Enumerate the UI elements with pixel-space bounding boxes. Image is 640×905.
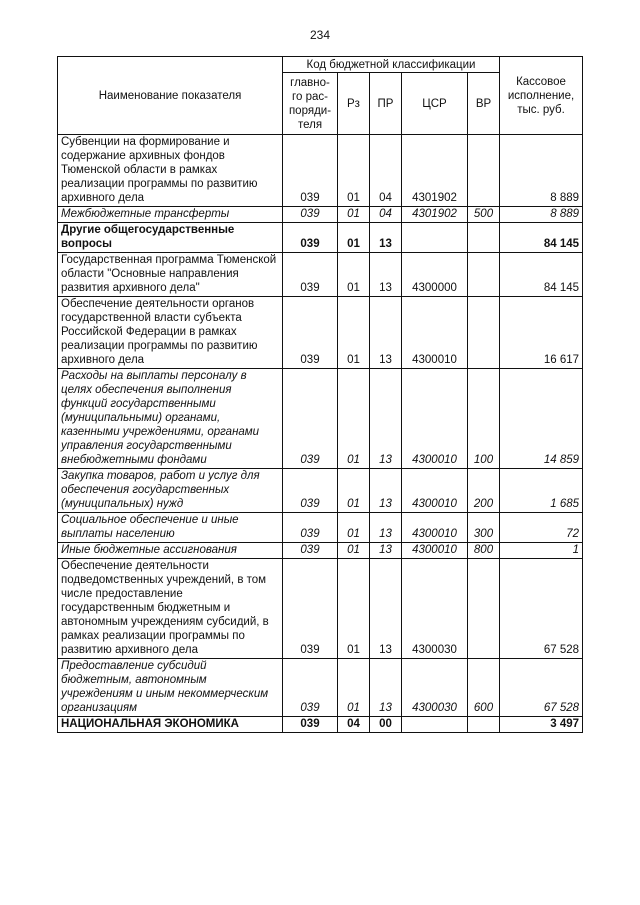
cell-amount: 84 145 xyxy=(500,253,583,297)
cell-csr: 4300010 xyxy=(402,469,468,513)
cell-csr xyxy=(402,717,468,733)
cell-amount: 67 528 xyxy=(500,659,583,717)
cell-name: Расходы на выплаты персоналу в целях обеспечения выполнения функций государственными (муниципальными) органами, казенными учреждениями, органами управления государственными внебюджетными фондами xyxy=(58,369,283,469)
cell-vr: 200 xyxy=(468,469,500,513)
cell-gr: 039 xyxy=(283,297,338,369)
cell-pr: 13 xyxy=(370,369,402,469)
cell-name: Социальное обеспечение и иные выплаты населению xyxy=(58,513,283,543)
cell-amount: 1 xyxy=(500,543,583,559)
cell-vr xyxy=(468,559,500,659)
cell-name: Государственная программа Тюменской области "Основные направления развития архивного дела" xyxy=(58,253,283,297)
table-row xyxy=(58,543,583,559)
cell-csr: 4301902 xyxy=(402,207,468,223)
cell-amount: 1 685 xyxy=(500,469,583,513)
cell-name: Предоставление субсидий бюджетным, автономным учреждениям и иным некоммерческим организациям xyxy=(58,659,283,717)
cell-pr: 04 xyxy=(370,135,402,207)
cell-name: Обеспечение деятельности органов государственной власти субъекта Российской Федерации в рамках реализации программы по развитию архивного дела xyxy=(58,297,283,369)
cell-name: Обеспечение деятельности подведомственных учреждений, в том числе предоставление государственным бюджетным и автономным учреждениям субсидий, в рамках реализации программы по развитию архивного дела xyxy=(58,559,283,659)
cell-rz: 01 xyxy=(338,513,370,543)
cell-amount: 84 145 xyxy=(500,223,583,253)
cell-rz: 01 xyxy=(338,543,370,559)
cell-gr: 039 xyxy=(283,135,338,207)
cell-vr: 800 xyxy=(468,543,500,559)
cell-csr: 4300000 xyxy=(402,253,468,297)
cell-rz: 01 xyxy=(338,369,370,469)
cell-gr: 039 xyxy=(283,559,338,659)
cell-name: Субвенции на формирование и содержание архивных фондов Тюменской области в рамках реализации программы по развитию архивного дела xyxy=(58,135,283,207)
cell-vr: 100 xyxy=(468,369,500,469)
header-vr: ВР xyxy=(468,73,500,135)
budget-table xyxy=(57,56,583,733)
cell-gr: 039 xyxy=(283,543,338,559)
cell-rz: 01 xyxy=(338,223,370,253)
table-row xyxy=(58,369,583,469)
table-row xyxy=(58,513,583,543)
header-amount: Кассовое исполнение, тыс. руб. xyxy=(500,57,583,135)
cell-csr: 4300010 xyxy=(402,369,468,469)
cell-pr: 13 xyxy=(370,543,402,559)
cell-csr: 4300030 xyxy=(402,659,468,717)
cell-vr: 500 xyxy=(468,207,500,223)
cell-csr: 4300030 xyxy=(402,559,468,659)
header-csr: ЦСР xyxy=(402,73,468,135)
page-number: 234 xyxy=(309,28,331,42)
table-body xyxy=(58,135,583,733)
header-gr: главно-го рас-поряди-теля xyxy=(283,73,338,135)
cell-gr: 039 xyxy=(283,253,338,297)
cell-rz: 01 xyxy=(338,207,370,223)
table-row xyxy=(58,717,583,733)
cell-csr: 4300010 xyxy=(402,297,468,369)
cell-pr: 04 xyxy=(370,207,402,223)
header-name: Наименование показателя xyxy=(58,57,283,135)
cell-pr: 13 xyxy=(370,659,402,717)
cell-gr: 039 xyxy=(283,207,338,223)
table-header xyxy=(58,57,583,135)
cell-rz: 01 xyxy=(338,659,370,717)
cell-name: Закупка товаров, работ и услуг для обеспечения государственных (муниципальных) нужд xyxy=(58,469,283,513)
cell-name: Иные бюджетные ассигнования xyxy=(58,543,283,559)
cell-csr: 4300010 xyxy=(402,543,468,559)
cell-amount: 8 889 xyxy=(500,135,583,207)
cell-amount: 16 617 xyxy=(500,297,583,369)
cell-gr: 039 xyxy=(283,717,338,733)
cell-gr: 039 xyxy=(283,223,338,253)
cell-pr: 00 xyxy=(370,717,402,733)
cell-vr xyxy=(468,297,500,369)
table-row xyxy=(58,297,583,369)
cell-gr: 039 xyxy=(283,513,338,543)
cell-gr: 039 xyxy=(283,469,338,513)
cell-gr: 039 xyxy=(283,369,338,469)
cell-vr: 300 xyxy=(468,513,500,543)
table-row xyxy=(58,469,583,513)
cell-pr: 13 xyxy=(370,253,402,297)
table-row xyxy=(58,559,583,659)
cell-csr: 4301902 xyxy=(402,135,468,207)
cell-rz: 01 xyxy=(338,559,370,659)
cell-rz: 01 xyxy=(338,253,370,297)
cell-pr: 13 xyxy=(370,297,402,369)
table-row xyxy=(58,253,583,297)
table-row xyxy=(58,659,583,717)
cell-pr: 13 xyxy=(370,513,402,543)
header-code-group: Код бюджетной классификации xyxy=(283,57,500,73)
table-row xyxy=(58,223,583,253)
cell-name: Межбюджетные трансферты xyxy=(58,207,283,223)
cell-pr: 13 xyxy=(370,559,402,659)
cell-amount: 14 859 xyxy=(500,369,583,469)
cell-amount: 3 497 xyxy=(500,717,583,733)
cell-vr xyxy=(468,223,500,253)
cell-rz: 01 xyxy=(338,297,370,369)
cell-amount: 67 528 xyxy=(500,559,583,659)
cell-rz: 01 xyxy=(338,469,370,513)
header-rz: Рз xyxy=(338,73,370,135)
table-row xyxy=(58,207,583,223)
cell-vr xyxy=(468,717,500,733)
header-pr: ПР xyxy=(370,73,402,135)
table-row xyxy=(58,135,583,207)
cell-vr: 600 xyxy=(468,659,500,717)
cell-gr: 039 xyxy=(283,659,338,717)
cell-amount: 8 889 xyxy=(500,207,583,223)
cell-rz: 04 xyxy=(338,717,370,733)
cell-name: НАЦИОНАЛЬНАЯ ЭКОНОМИКА xyxy=(58,717,283,733)
cell-vr xyxy=(468,135,500,207)
cell-amount: 72 xyxy=(500,513,583,543)
cell-pr: 13 xyxy=(370,469,402,513)
cell-pr: 13 xyxy=(370,223,402,253)
cell-csr xyxy=(402,223,468,253)
cell-vr xyxy=(468,253,500,297)
cell-rz: 01 xyxy=(338,135,370,207)
cell-name: Другие общегосударственные вопросы xyxy=(58,223,283,253)
cell-csr: 4300010 xyxy=(402,513,468,543)
